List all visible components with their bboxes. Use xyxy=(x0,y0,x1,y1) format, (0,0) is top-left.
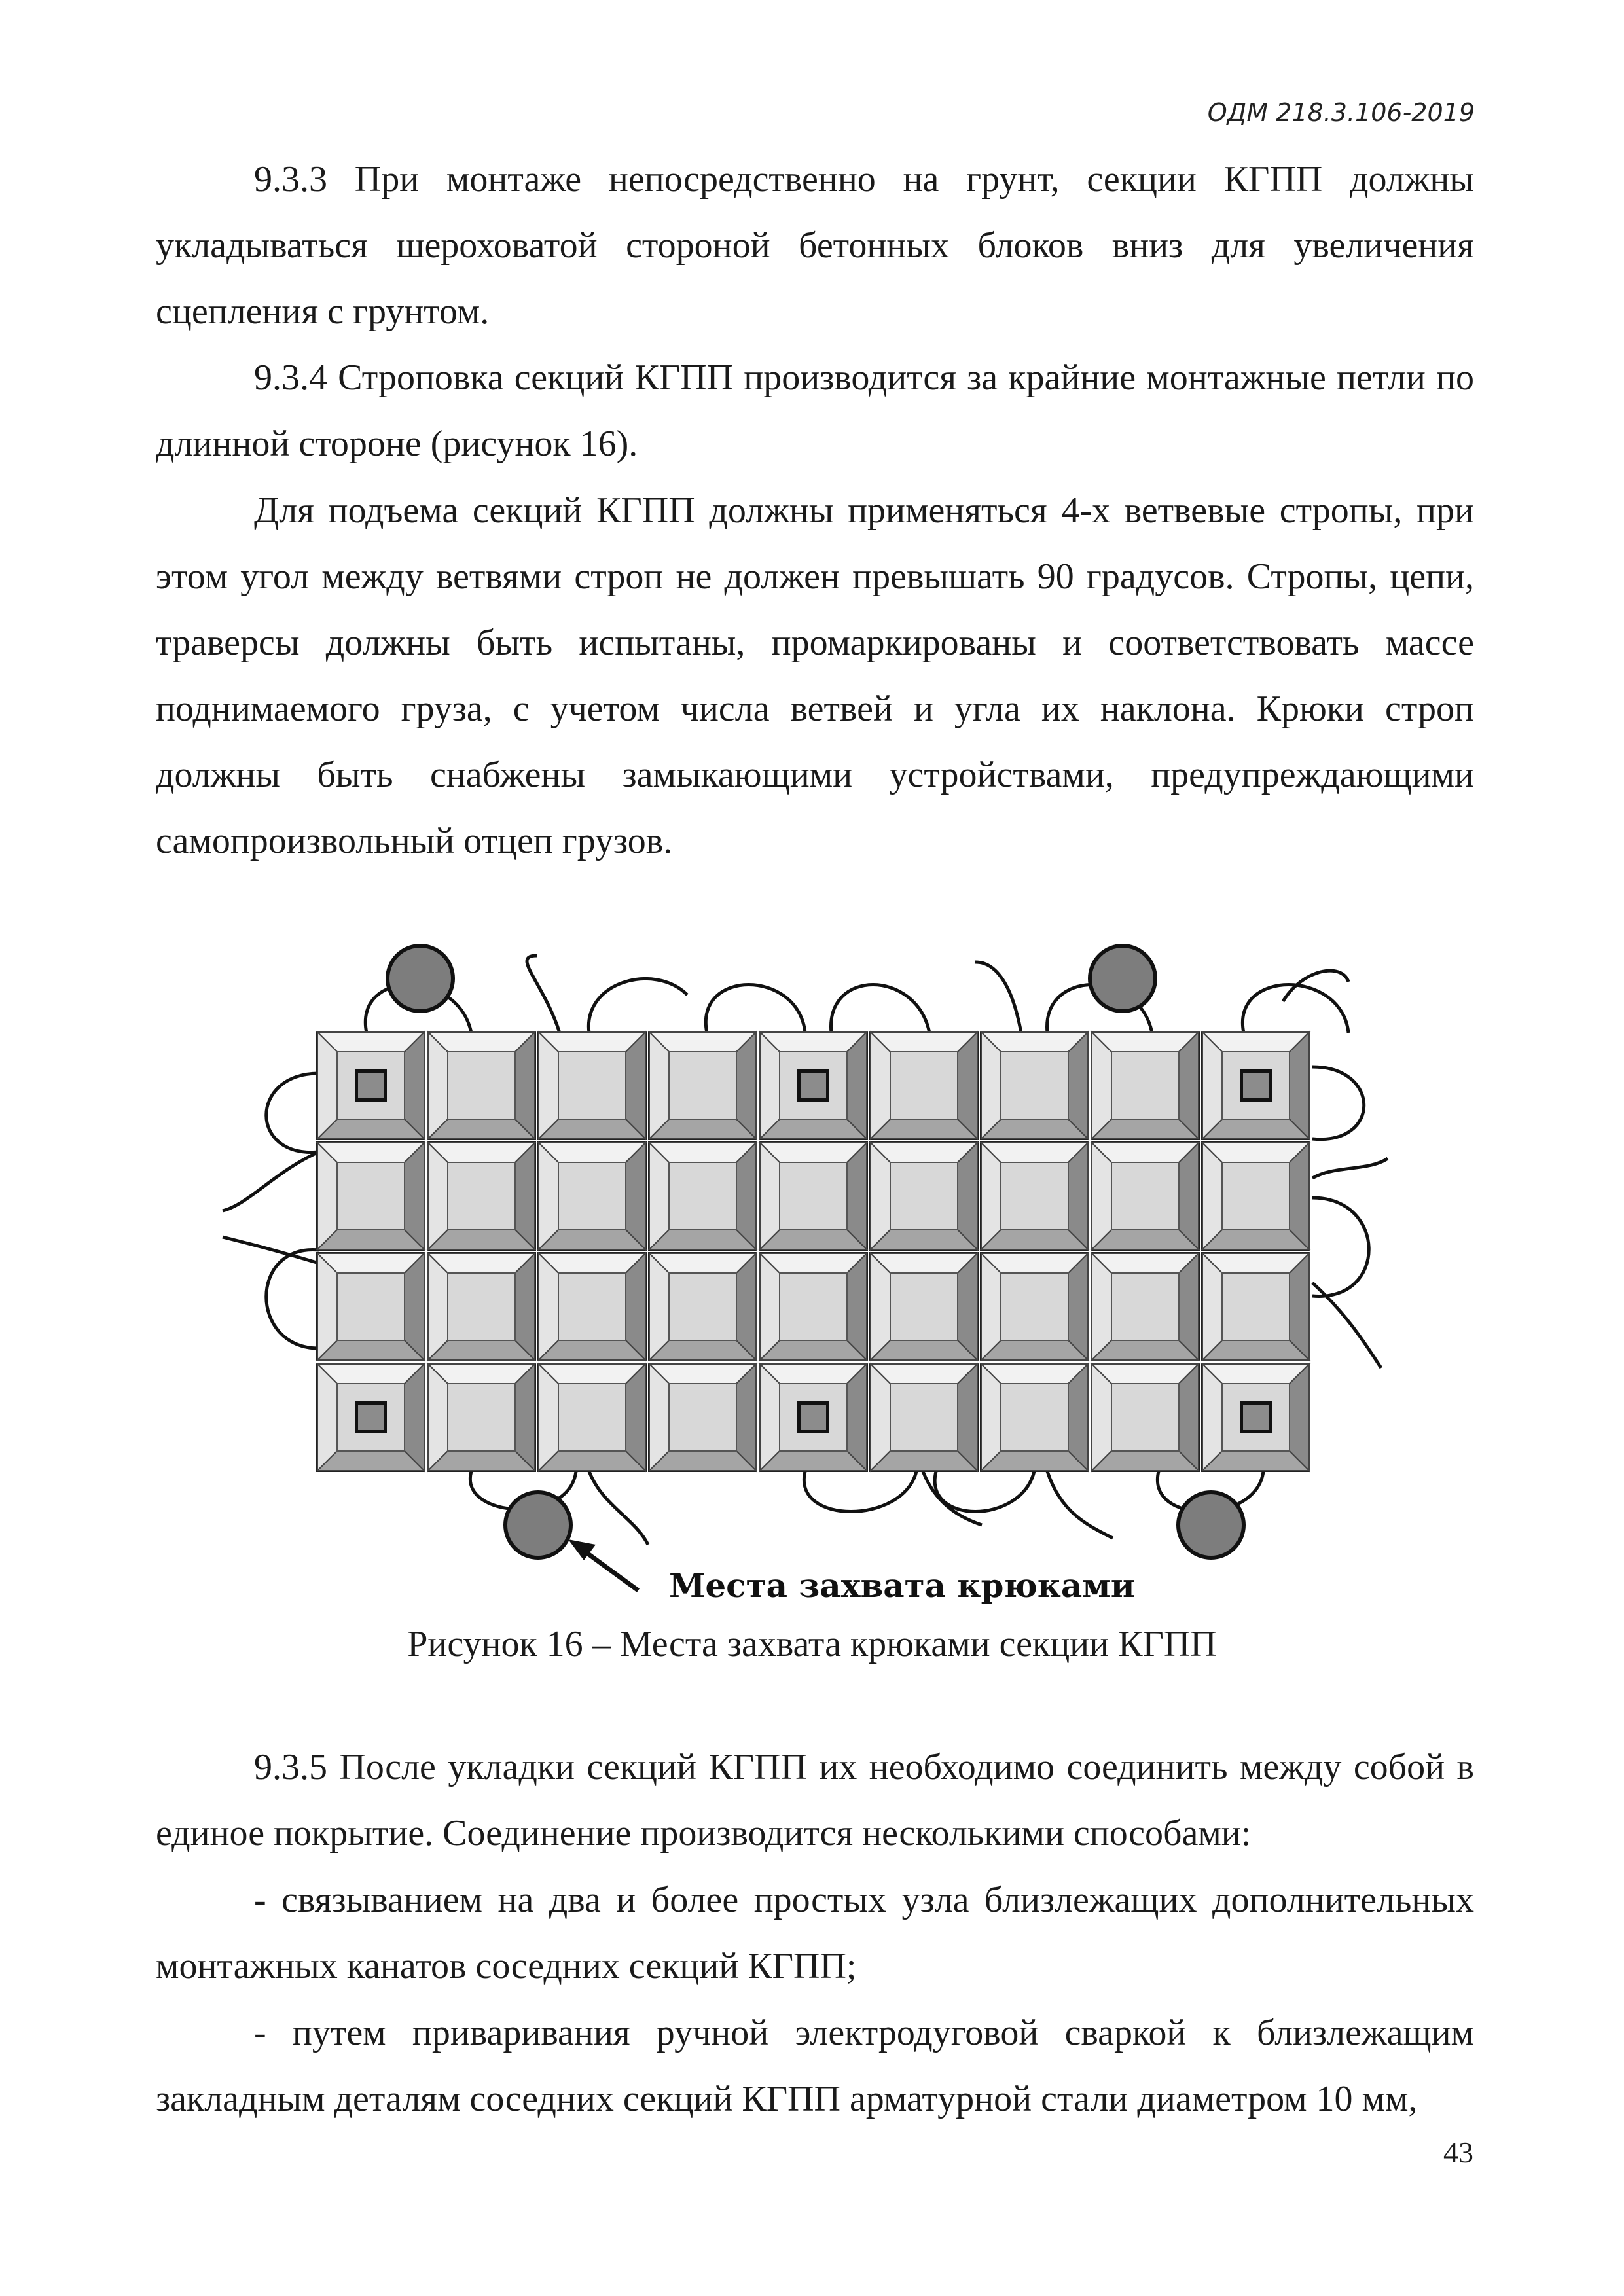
concrete-block xyxy=(871,1253,977,1360)
mounting-loop xyxy=(706,985,805,1033)
concrete-block xyxy=(317,1364,424,1471)
concrete-block xyxy=(1092,1143,1199,1249)
concrete-block xyxy=(649,1143,756,1249)
mounting-loop xyxy=(266,1250,319,1348)
bullet-item-welding: - путем приваривания ручной электродуговой сваркой к близлежащим закладным деталям соседних секций КГПП арматурной стали диаметром 10 мм, xyxy=(156,2013,1474,2119)
embedded-part xyxy=(1242,1071,1271,1100)
hook-point xyxy=(388,946,453,1011)
label-arrow xyxy=(568,1539,638,1590)
concrete-block xyxy=(317,1253,424,1360)
concrete-block xyxy=(1202,1364,1309,1471)
figure-label: Места захвата крюками xyxy=(669,1566,1135,1605)
figure-caption: Рисунок 16 – Места захвата крюками секции КГПП xyxy=(407,1624,1217,1664)
embedded-part xyxy=(799,1071,828,1100)
concrete-block xyxy=(428,1143,535,1249)
mounting-loop xyxy=(935,1471,1034,1512)
concrete-block xyxy=(981,1143,1088,1249)
mounting-loop xyxy=(1312,1067,1364,1139)
mounting-loop xyxy=(588,978,687,1033)
mounting-loop xyxy=(527,956,560,1033)
paragraph-lifting-requirements: Для подъема секций КГПП должны применяться 4-х ветвевые стропы, при этом угол между ветвями строп не должен превышать 90 градусов. Стропы, цепи, траверсы должны быть испытаны, промаркированы и соответствовать массе поднимаемого груза, с учетом числа ветвей и угла их наклона. Крюки строп должны быть снабжены замыкающими устройствами, предупреждающими самопроизвольный отцеп грузов. xyxy=(156,490,1474,861)
concrete-block xyxy=(871,1143,977,1249)
mounting-loop xyxy=(923,1471,982,1525)
mounting-loop xyxy=(223,1152,319,1211)
paragraph-9-3-4: 9.3.4 Строповка секций КГПП производится за крайние монтажные петли по длинной стороне (рисунок 16). xyxy=(156,357,1474,464)
concrete-block xyxy=(649,1032,756,1139)
paragraph-9-3-3: 9.3.3 При монтаже непосредственно на грунт, секции КГПП должны укладываться шероховатой стороной бетонных блоков вниз для увеличения сцепления с грунтом. xyxy=(156,159,1474,332)
concrete-block xyxy=(981,1032,1088,1139)
concrete-block xyxy=(428,1032,535,1139)
mounting-loop xyxy=(1242,985,1348,1033)
concrete-block xyxy=(428,1253,535,1360)
concrete-block xyxy=(871,1364,977,1471)
embedded-part xyxy=(799,1403,828,1432)
embedded-part xyxy=(357,1403,386,1432)
concrete-block xyxy=(539,1364,645,1471)
concrete-block xyxy=(649,1253,756,1360)
mounting-loop xyxy=(1312,1158,1388,1178)
concrete-block xyxy=(539,1032,645,1139)
concrete-block xyxy=(871,1032,977,1139)
page-number: 43 xyxy=(1443,2136,1473,2169)
document-code-header: ОДМ 218.3.106-2019 xyxy=(1207,98,1475,127)
embedded-part xyxy=(357,1071,386,1100)
concrete-block xyxy=(1092,1364,1199,1471)
embedded-part xyxy=(1242,1403,1271,1432)
mounting-loop xyxy=(1312,1198,1369,1296)
hook-point xyxy=(1090,946,1155,1011)
concrete-block xyxy=(428,1364,535,1471)
concrete-block xyxy=(317,1032,424,1139)
block-grid xyxy=(317,1032,1309,1471)
concrete-block xyxy=(1092,1253,1199,1360)
concrete-block xyxy=(1202,1253,1309,1360)
concrete-block xyxy=(1092,1032,1199,1139)
paragraph-9-3-5: 9.3.5 После укладки секций КГПП их необходимо соединить между собой в единое покрытие. Соединение производится несколькими способами: xyxy=(156,1747,1474,1854)
concrete-block xyxy=(760,1364,867,1471)
hook-point xyxy=(1178,1492,1244,1558)
concrete-block xyxy=(760,1032,867,1139)
mounting-loop xyxy=(975,962,1021,1033)
concrete-block xyxy=(1202,1032,1309,1139)
mounting-loop xyxy=(589,1471,648,1545)
bullet-item-knots: - связыванием на два и более простых узла близлежащих дополнительных монтажных канатов соседних секций КГПП; xyxy=(156,1880,1474,1986)
concrete-block xyxy=(981,1253,1088,1360)
concrete-block xyxy=(1202,1143,1309,1249)
concrete-block xyxy=(760,1253,867,1360)
concrete-block xyxy=(981,1364,1088,1471)
concrete-block xyxy=(539,1143,645,1249)
concrete-block xyxy=(649,1364,756,1471)
mounting-loop xyxy=(266,1073,319,1153)
concrete-block xyxy=(760,1143,867,1249)
concrete-block xyxy=(539,1253,645,1360)
mounting-loop xyxy=(804,1471,916,1512)
mounting-loop xyxy=(831,985,929,1033)
concrete-block xyxy=(317,1143,424,1249)
hook-point xyxy=(505,1492,571,1558)
mounting-loop xyxy=(1047,1471,1113,1538)
